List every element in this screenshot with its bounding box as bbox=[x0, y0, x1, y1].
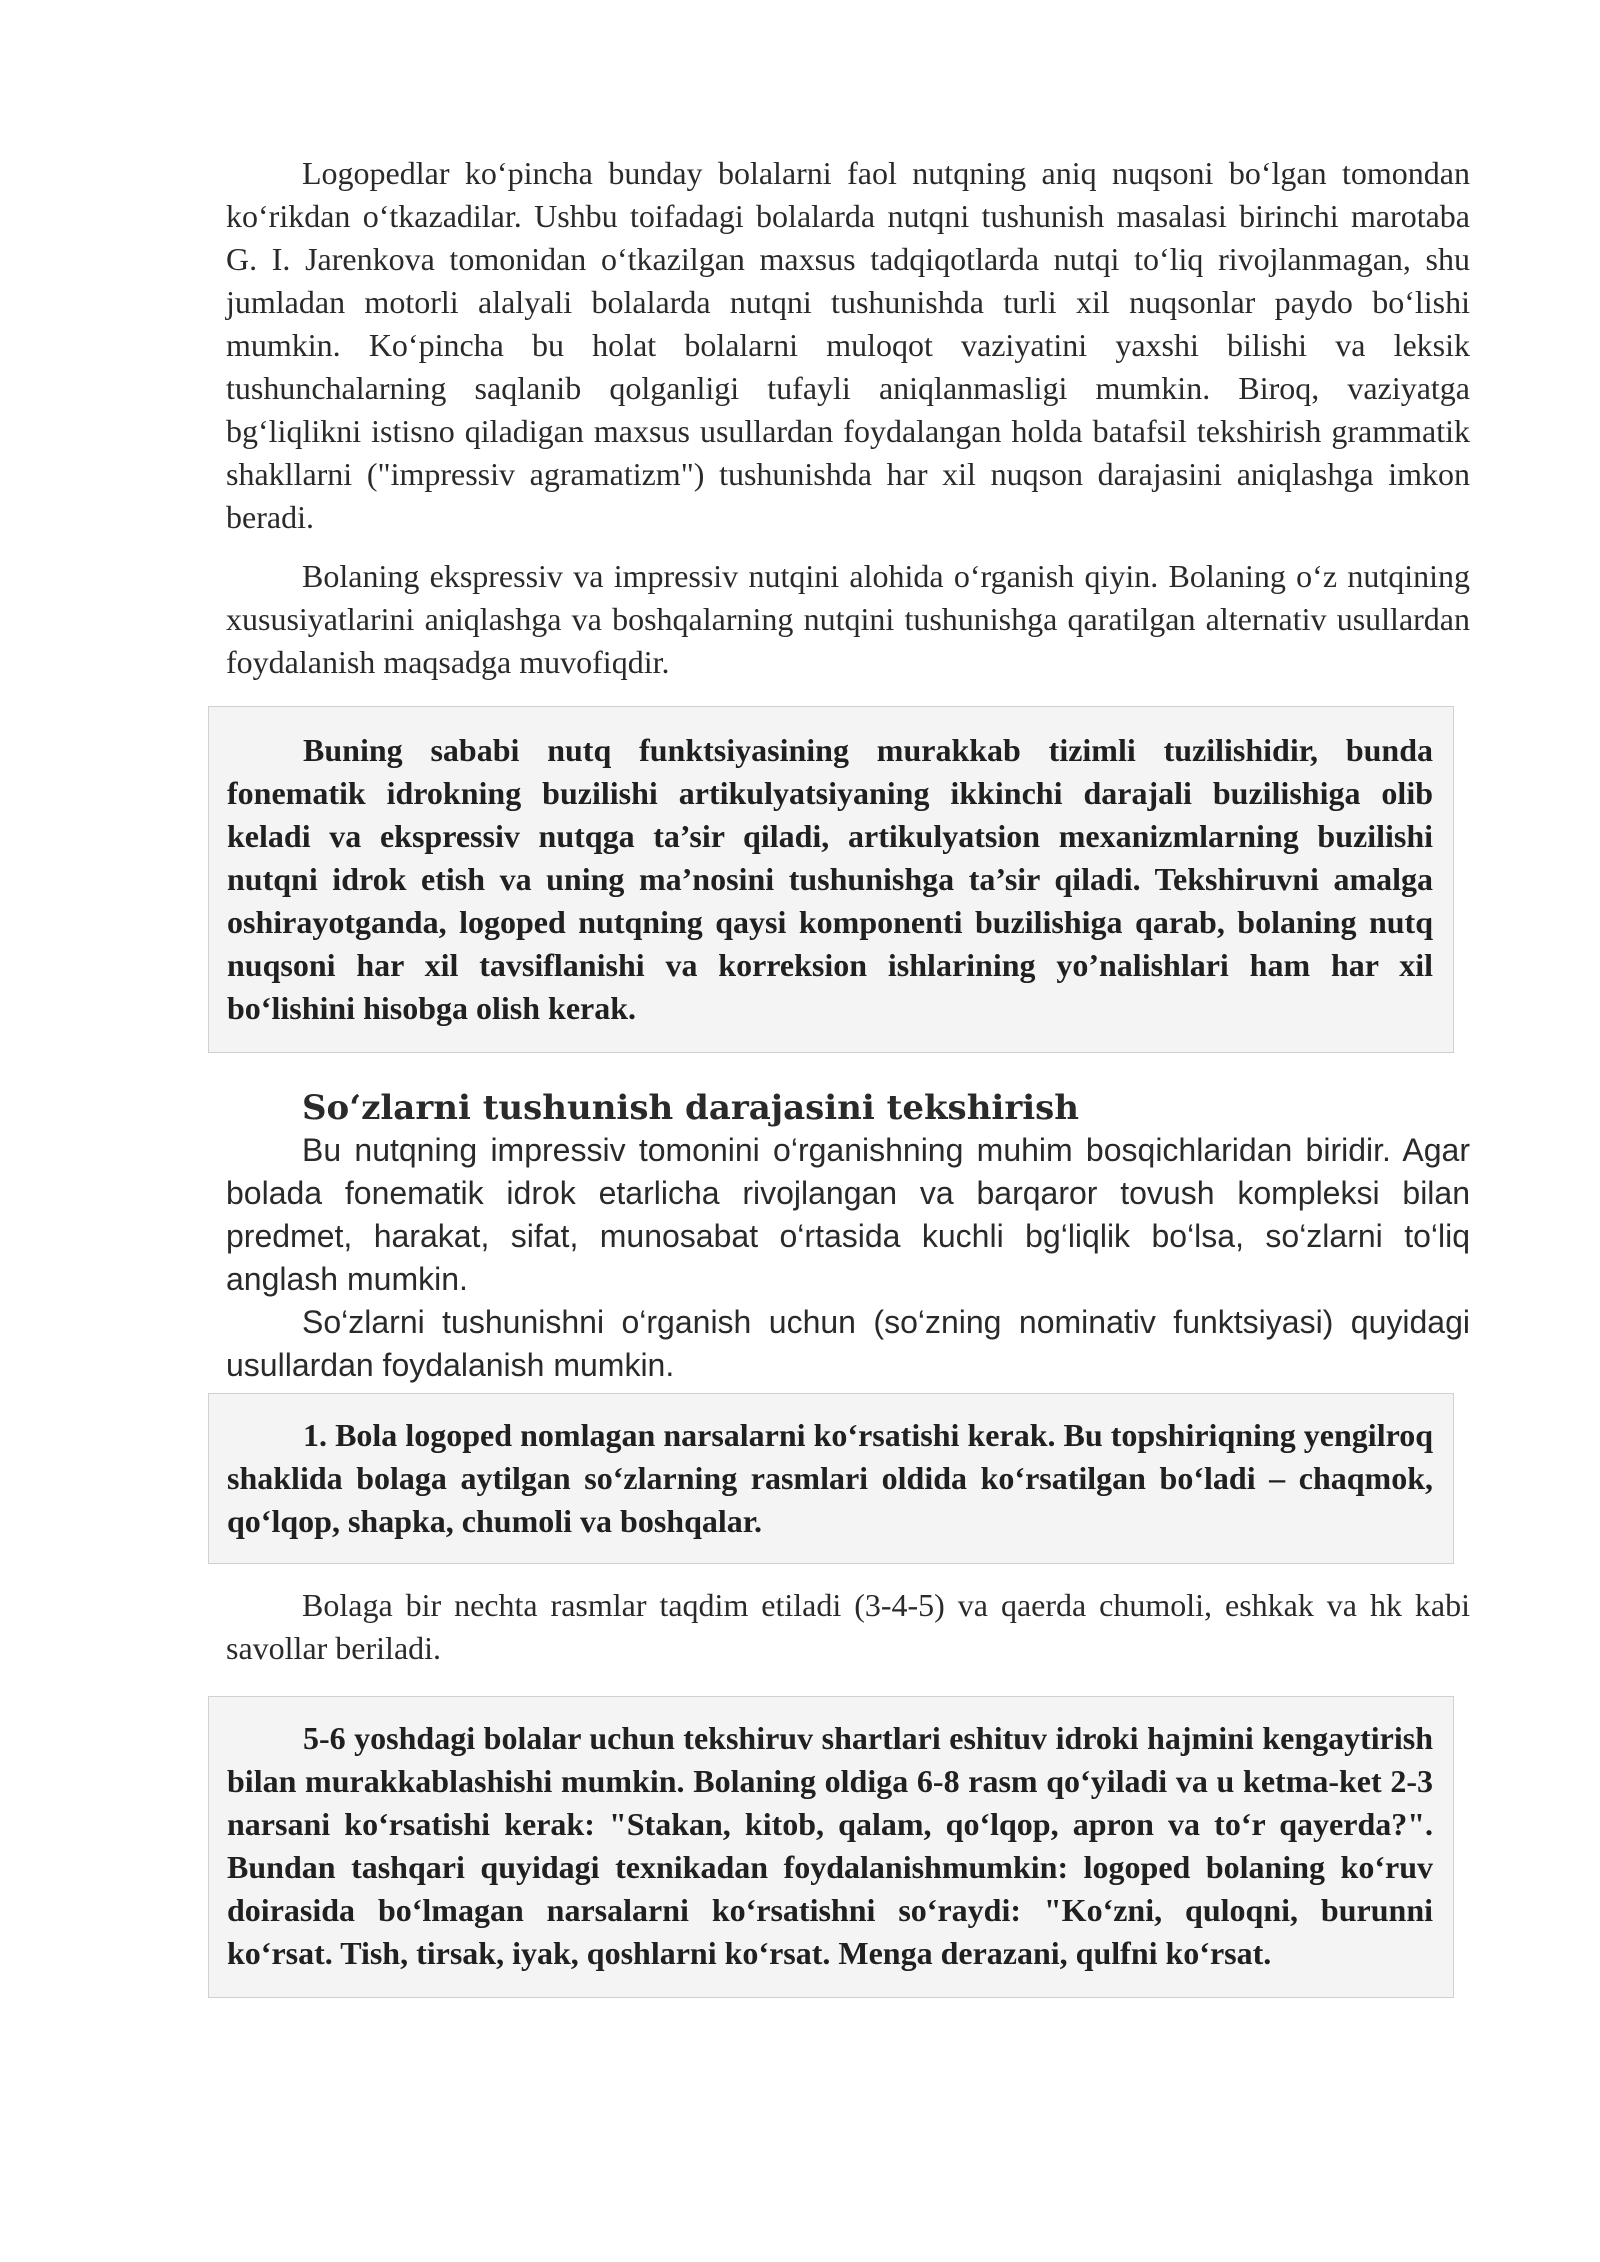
paragraph-rasmlar: Bolaga bir nechta rasmlar taqdim etiladi (3-4-5) va qaerda chumoli, eshkak va hk kabi savollar beriladi. bbox=[226, 1587, 1470, 1666]
section-heading: So‘zlarni tushunish darajasini tekshirish bbox=[302, 1088, 1080, 1128]
highlight-text-nutq-funktsiyasi: Buning sababi nutq funktsiyasining murakkab tizimli tuzilishidir, bunda fonematik idrokning buzilishi artikulyatsiyaning ikkinchi darajali buzilishiga olib keladi va ekspressiv nutqga ta’sir qiladi, artikulyatsion mexanizmlarning buzilishi nutqni idrok etish va uning ma’nosini tushunishga ta’sir qiladi. Tekshiruvni amalga oshirayotganda, logoped nutqning qaysi komponenti buzilishiga qarab, bolaning nutq nuqsoni har xil tavsiflanishi va korreksion ishlarining yo’nalishlari ham har xil bo‘lishini hisobga olish kerak. bbox=[227, 732, 1433, 1026]
highlight-text-method-1: 1. Bola logoped nomlagan narsalarni ko‘rsatishi kerak. Bu topshiriqning yengilroq shaklida bolaga aytilgan so‘zlarning rasmlari oldida ko‘rsatilgan bo‘ladi – chaqmok, qo‘lqop, shapka, chumoli va boshqalar. bbox=[227, 1417, 1433, 1539]
highlight-text-5-6-yosh: 5-6 yoshdagi bolalar uchun tekshiruv shartlari eshituv idroki hajmini kengaytirish bilan murakkablashishi mumkin. Bolaning oldiga 6-8 rasm qo‘yiladi va u ketma-ket 2-3 narsani ko‘rsatishi kerak: "Stakan, kitob, qalam, qo‘lqop, apron va to‘r qayerda?". Bundan tashqari quyidagi texnikadan foydalanishmumkin: logoped bolaning ko‘ruv doirasida bo‘lmagan narsalarni ko‘rsatishni so‘raydi: "Ko‘zni, quloqni, burunni ko‘rsat. Tish, tirsak, iyak, qoshlarni ko‘rsat. Menga derazani, qulfni ko‘rsat. bbox=[227, 1720, 1433, 1971]
paragraph-nominativ-funktsiya: So‘zlarni tushunishni o‘rganish uchun (so‘zning nominativ funktsiyasi) quyidagi usullardan foydalanish mumkin. bbox=[226, 1304, 1470, 1383]
highlight-box-nutq-funktsiyasi bbox=[208, 706, 1454, 1053]
paragraph-impressiv-tomon: Bu nutqning impressiv tomonini o‘rganishning muhim bosqichlaridan biridir. Agar bolada fonematik idrok etarlicha rivojlangan va barqaror tovush kompleksi bilan predmet, harakat, sifat, munosabat o‘rtasida kuchli bg‘liqlik bo‘lsa, so‘zlarni to‘liq anglash mumkin. bbox=[226, 1132, 1470, 1297]
document-page bbox=[226, 152, 1470, 1998]
highlight-box-method-1 bbox=[208, 1393, 1454, 1564]
highlight-box-5-6-yosh bbox=[208, 1696, 1454, 1998]
paragraph-ekspressiv-impressiv: Bolaning ekspressiv va impressiv nutqini alohida o‘rganish qiyin. Bolaning o‘z nutqining xususiyatlarini aniqlashga va boshqalarning nutqini tushunishga qaratilgan alternativ usullardan foydalanish maqsadga muvofiqdir. bbox=[226, 558, 1470, 680]
paragraph-logopedlar: Logopedlar ko‘pincha bunday bolalarni faol nutqning aniq nuqsoni bo‘lgan tomondan ko‘rikdan o‘tkazadilar. Ushbu toifadagi bolalarda nutqni tushunish masalasi birinchi marotaba G. I. Jarenkova tomonidan o‘tkazilgan maxsus tadqiqotlarda nutqi to‘liq rivojlanmagan, shu jumladan motorli alalyali bolalarda nutqni tushunishda turli xil nuqsonlar paydo bo‘lishi mumkin. Ko‘pincha bu holat bolalarni muloqot vaziyatini yaxshi bilishi va leksik tushunchalarning saqlanib qolganligi tufayli aniqlanmasligi mumkin. Biroq, vaziyatga bg‘liqlikni istisno qiladigan maxsus usullardan foydalangan holda batafsil tekshirish grammatik shakllarni ("impressiv agramatizm") tushunishda har xil nuqson darajasini aniqlashga imkon beradi. bbox=[226, 155, 1470, 535]
